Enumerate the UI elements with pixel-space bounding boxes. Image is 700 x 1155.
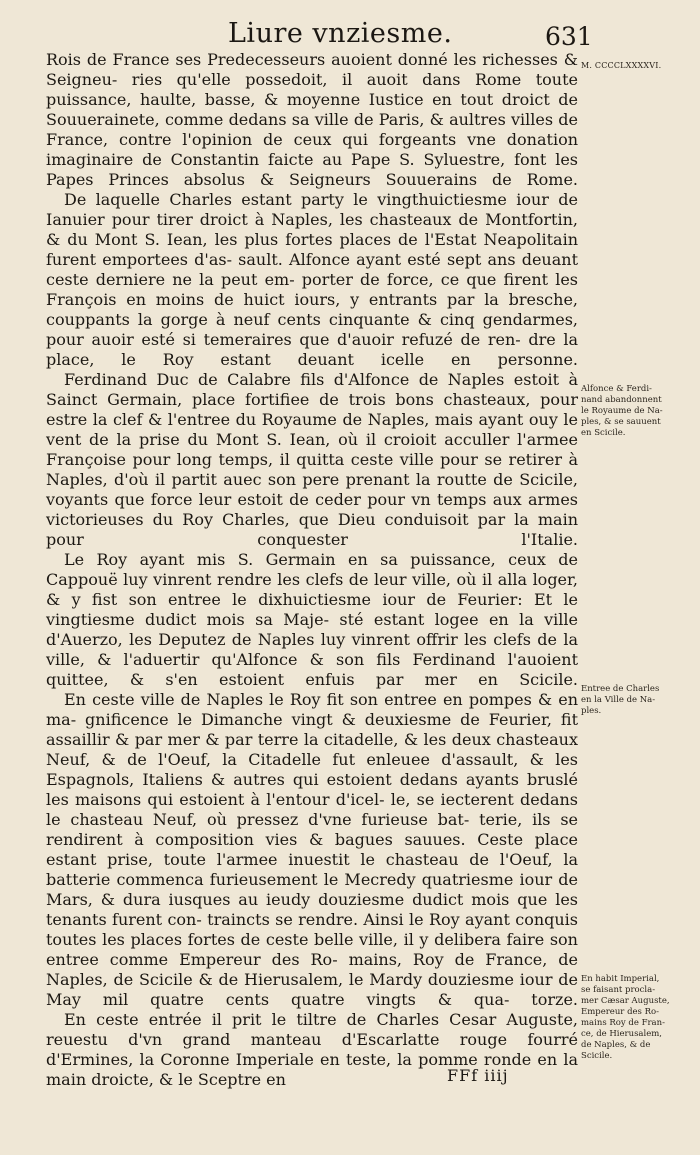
paragraph-1 [46,50,578,190]
margin-note-imperial [581,974,691,1062]
text-line: ville de Paris, & aultres villes de France, contre l'opinion de ceux qui [46,110,579,149]
text-line: vn temps aux armes victorieuses du Roy Charles, que Dieu conduisoit [46,490,578,529]
margin-note-line: nand abandonnent [581,395,662,405]
text-line: Citadelle fut enleuee d'assault, & les Espagnols, Italiens & autres qui [46,750,578,789]
margin-note-line: Alfonce & Ferdi- [581,384,652,394]
text-line: porter de force, ce que firent les François en moins de huict iours, y [46,270,579,309]
margin-note-line: de Naples, & de [581,1040,651,1050]
text-line: ries qu'elle possedoit, il auoit dans Rome toute puissance, haulte, basse, [46,70,578,109]
text-line: Iean, les plus fortes places de l'Estat Neapolitain furent emportees d'as- [46,230,578,269]
text-line: Mont S. Iean, où il croioit acculler l'armee Françoise pour long temps, [46,430,578,469]
margin-year: M. CCCCLXXXXVI. [581,61,662,70]
text-line: entrants par la bresche, couppants la gorge à neuf cents cinquante & [46,290,578,329]
margin-note-line: ce, de Hierusalem, [581,1029,663,1039]
text-line: le, se iecterent dedans le chasteau Neuf, où pressez d'vne furieuse bat- [46,790,579,829]
paragraph-3 [46,370,578,550]
text-line: forgeants vne donation imaginaire de Constantin faicte au Pape S. [46,130,579,169]
paragraph-2 [46,190,578,370]
text-line: Ferdinand Duc de Calabre fils d'Alfonce de Naples estoit à Sainct [46,370,578,409]
text-line: De laquelle Charles estant party le vingthuictiesme iour de Ianuier [46,190,578,229]
text-line: cinq gendarmes, pour auoir esté si temeraires que d'auoir refuzé de ren- [46,310,579,349]
text-line: l'entree du Royaume de Naples, mais ayant ouy le vent de la prise du [46,410,578,449]
text-line: Rois de France ses Predecesseurs auoient donné les richesses & Seigneu- [46,50,578,89]
text-line: Rome. [526,170,578,189]
margin-note-entree [581,684,691,717]
margin-note-line: le Royaume de Na- [581,406,663,416]
text-line: En ceste entrée il prit le tiltre de Charles Cesar Auguste, reuestu [46,1010,578,1049]
running-head: Liure vnziesme. [228,18,453,49]
paragraph-4 [46,550,578,690]
page-number: 631 [545,22,593,51]
text-line: iusques au ieudy douziesme dudict mois que les tenants furent con- [46,890,578,929]
margin-note-line: en la Ville de Na- [581,695,656,705]
text-line: par la main pour conquester l'Italie. [46,510,579,549]
text-line: pour tirer droict à Naples, les chasteaux de Montfortin, & du Mont S. [46,210,578,249]
signature-mark: FFf iiij [447,1066,509,1085]
margin-note-line: ples. [581,706,602,716]
text-line: ceste belle ville, il y delibera faire son entree comme Empereur des Ro- [46,930,578,969]
text-line: Germain, place fortifiee de trois bons chasteaux, pour estre la clef & [46,390,578,429]
text-line: Mardy douziesme iour de May mil quatre cents quatre vingts & qua- [46,970,578,1009]
text-line: sault. Alfonce ayant esté sept ans deuant ceste derniere ne la peut em- [46,250,579,289]
text-line: torze. [531,990,578,1009]
text-line: d'vn grand manteau d'Escarlatte rouge fourré d'Ermines, la Coronne [46,1030,578,1069]
text-line: le dixhuictiesme iour de Feurier: Et le vingtiesme dudict mois sa Maje- [46,590,579,629]
margin-note-line: se faisant procla- [581,985,656,995]
text-line: offrir les clefs de la ville, & l'aduertir qu'Alfonce & son fils Ferdinand [46,630,578,669]
margin-note-line: ples, & se sauuent [581,417,661,427]
text-line: l'auoient quittee, & s'en estoient enfuis par mer en Scicile. [46,650,578,689]
text-line: gnificence le Dimanche vingt & deuxiesme de Feurier, fit assaillir & par [46,710,579,749]
text-line: Le Roy ayant mis S. Germain en sa puissance, ceux de Cappouë luy [46,550,578,589]
text-line: mer & par terre la citadelle, & les deux chasteaux Neuf, & de l'Oeuf, la [46,730,578,769]
margin-note-line: Scicile. [581,1051,613,1061]
margin-note-line: En habit Imperial, [581,974,660,984]
body-text [46,50,578,1090]
text-line: & moyenne Iustice en tout droict de Souuerainete, comme dedans sa [46,90,578,129]
text-line: Imperiale en teste, la pomme ronde en la main droicte, & le Sceptre en [46,1050,579,1089]
text-line: sté estant logee en la ville d'Auerzo, les Deputez de Naples luy vinrent [46,610,579,649]
margin-note-line: en Scicile. [581,428,626,438]
text-line: commenca furieusement le Mecredy quatriesme iour de Mars, & dura [46,870,579,909]
margin-note-line: Empereur des Ro- [581,1007,659,1017]
text-line: prenant la routte de Scicile, voyants que force leur estoit de ceder pour [46,470,578,509]
text-line: vinrent rendre les clefs de leur ville, où il alla loger, & y fist son entree [46,570,579,609]
paragraph-5 [46,690,578,1010]
margin-note-line: mains Roy de Fran- [581,1018,665,1028]
text-line: mains, Roy de France, de Naples, de Scicile & de Hierusalem, le [46,950,579,989]
text-line: terie, ils se rendirent à composition vies & bagues sauues. Ceste place [46,810,578,849]
text-line: dre la place, le Roy estant deuant icelle en personne. [46,330,578,369]
text-line: il quitta ceste ville pour se retirer à Naples, d'où il partit auec son pere [46,450,578,489]
text-line: Syluestre, font les Papes Princes absolus & Seigneurs Souuerains de [46,150,578,189]
text-line: estant prise, toute l'armee inuestit le chasteau de l'Oeuf, la batterie [46,850,578,889]
text-line: En ceste ville de Naples le Roy fit son entree en pompes & en ma- [46,690,578,729]
margin-note-line: mer Cæsar Auguste, [581,996,670,1006]
margin-note-line: Entree de Charles [581,684,660,694]
text-line: traincts se rendre. Ainsi le Roy ayant conquis toutes les places fortes de [46,910,579,949]
margin-note-abandon [581,384,691,439]
text-line: estoient dedans ayants bruslé les maisons qui estoient à l'entour d'icel- [46,770,578,809]
